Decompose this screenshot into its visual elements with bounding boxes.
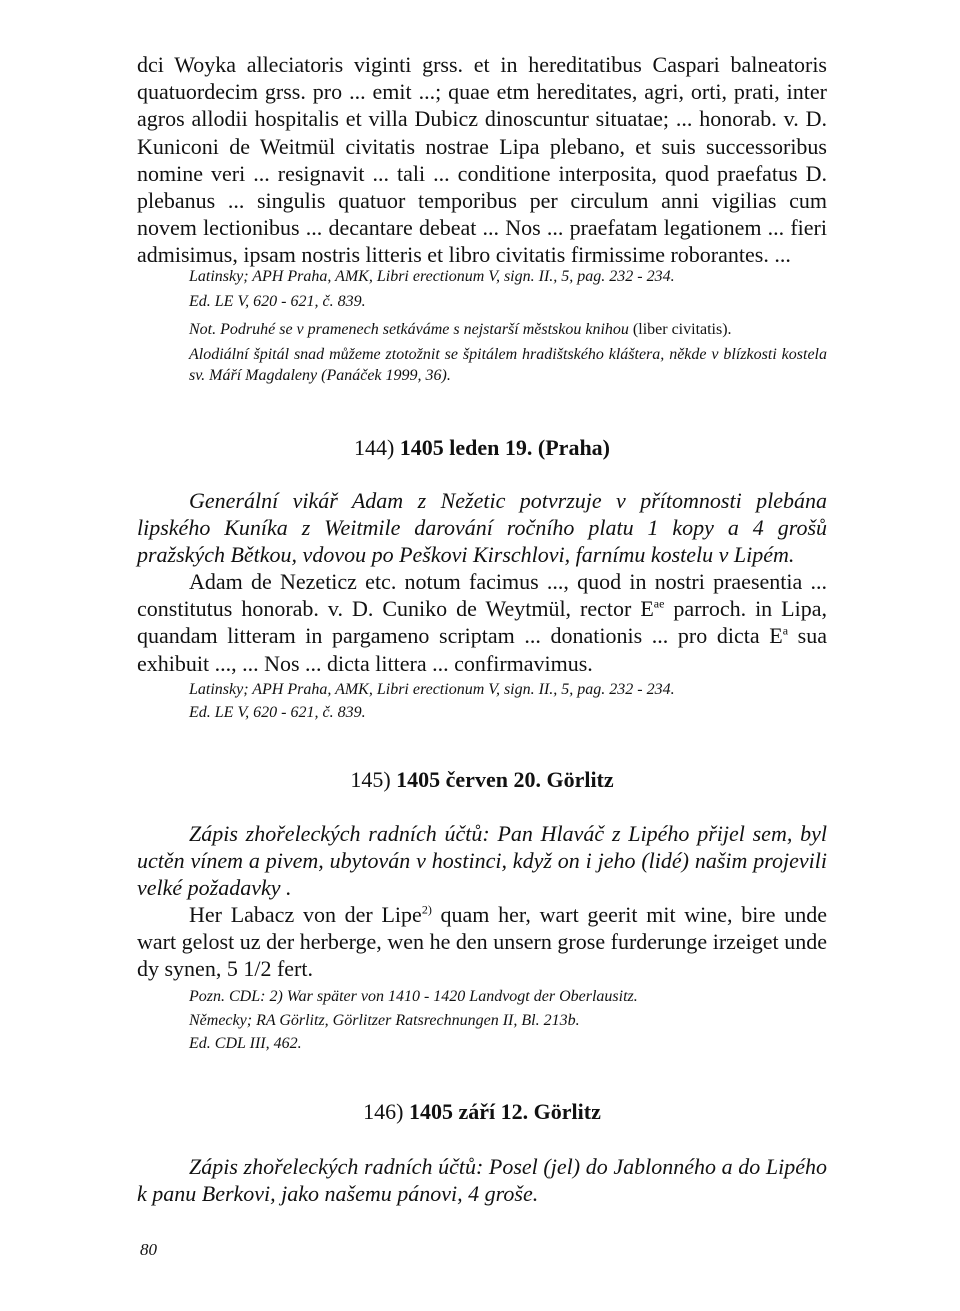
- entry-145-footnote: Pozn. CDL: 2) War später von 1410 - 1420 Landvogt der Oberlausitz.: [189, 988, 638, 1005]
- continuation-note: [189, 320, 732, 341]
- entry-144-date: 1405 leden 19.: [399, 435, 533, 460]
- entry-145-source-archive: Německy; RA Görlitz, Görlitzer Ratsrechnungen II, Bl. 213b.: [189, 1012, 580, 1029]
- continuation-note-plain: (liber civitatis).: [632, 321, 732, 338]
- entry-146-date: 1405 září 12.: [408, 1099, 529, 1124]
- continuation-source-archive: Latinsky; APH Praha, AMK, Libri erectionum V, sign. II., 5, pag. 232 - 234.: [189, 268, 675, 285]
- entry-144-sup-a: a: [782, 624, 789, 639]
- entry-144-place: (Praha): [537, 435, 611, 460]
- entry-145-place: Görlitz: [546, 767, 614, 792]
- entry-146-heading: [137, 1098, 827, 1125]
- entry-146-place: Görlitz: [533, 1099, 601, 1124]
- entry-144-text-b: parroch. in Lipa, quandam litteram in pargameno scriptam ... donationis ... pro dicta E: [137, 596, 827, 649]
- entry-144-text-a: Adam de Nezeticz etc. notum facimus ..., quod in nostri praesentia ... constitutus honorab. v. D. Cuniko de Weytmül, rector E: [137, 569, 827, 622]
- entry-144-sup-ae: ae: [653, 596, 665, 611]
- entry-145-summary: Zápis zhořeleckých radních účtů: Pan Hlaváč z Lipého přijel sem, byl uctěn vínem a pivem, ubytován v hostinci, když on i jeho (lidé) našim projevili velké požadavky .: [137, 821, 827, 901]
- entry-146-summary: Zápis zhořeleckých radních účtů: Posel (jel) do Jablonného a do Lipého k panu Berkovi, jako našemu pánovi, 4 groše.: [137, 1154, 827, 1207]
- page-number: 80: [140, 1240, 157, 1259]
- entry-144-heading: [137, 434, 827, 461]
- entry-145-sup: 2): [421, 902, 432, 917]
- entry-145-number: 145): [350, 767, 391, 792]
- continuation-note-italic: Not. Podruhé se v pramenech setkáváme s nejstarší městskou knihou: [189, 321, 629, 338]
- entry-145-date: 1405 červen 20.: [396, 767, 541, 792]
- entry-145-text: [137, 901, 827, 983]
- entry-144-number: 144): [353, 435, 395, 460]
- entry-145-heading: [137, 766, 827, 793]
- continuation-source-edition: Ed. LE V, 620 - 621, č. 839.: [189, 293, 366, 310]
- entry-145-source-edition: Ed. CDL III, 462.: [189, 1035, 302, 1052]
- entry-144-source-edition: Ed. LE V, 620 - 621, č. 839.: [189, 704, 366, 721]
- continuation-text: dci Woyka alleciatoris viginti grss. et in hereditatibus Caspari balneatoris quatuordecim grss. pro ... emit ...; quae etm hereditates, agri, orti, prati, inter agros allodii hospitalis et villa Dubicz dinoscuntur situatae; ... honorab. v. D. Kuniconi de Weitmül civitatis nostrae Lipa plebano, et suis successoribus nomine veri ... resignavit ... tali ... conditione interposita, quod praefatus D. plebanus ... singulis quatuor temporibus per circulum anni vigilias cum novem lectionibus ... decantare debeat ... Nos ... praefatam legationem ... fieri admisimus, ipsam nostris litteris et libro civitatis firmissime roborantes. ...: [137, 52, 827, 268]
- entry-144-text-c: sua exhibuit ..., ... Nos ... dicta littera ... confirmavimus.: [137, 623, 827, 676]
- entry-145-text-b: quam her, wart geerit mit wine, bire unde wart gelost uz der herberge, wen he den unsern grose furderunge irzeiget unde dy synen, 5 1/2 fert.: [137, 902, 827, 982]
- entry-144-text: [137, 568, 827, 677]
- entry-144-source-archive: Latinsky; APH Praha, AMK, Libri erectionum V, sign. II., 5, pag. 232 - 234.: [189, 681, 675, 698]
- entry-144-summary: Generální vikář Adam z Nežetic potvrzuje v přítomnosti plebána lipského Kuníka z Weitmile darování ročního platu 1 kopy a 4 grošů pražských Bětkou, vdovou po Peškovi Kirschlovi, farnímu kostelu v Lipém.: [137, 488, 827, 568]
- continuation-note-hospital: Alodiální špitál snad můžeme ztotožnit se špitálem hradištského kláštera, někde v blízkosti kostela sv. Máří Magdaleny (Panáček 1999, 36).: [189, 346, 827, 384]
- entry-145-text-a: Her Labacz von der Lipe: [189, 902, 422, 927]
- entry-146-number: 146): [363, 1099, 404, 1124]
